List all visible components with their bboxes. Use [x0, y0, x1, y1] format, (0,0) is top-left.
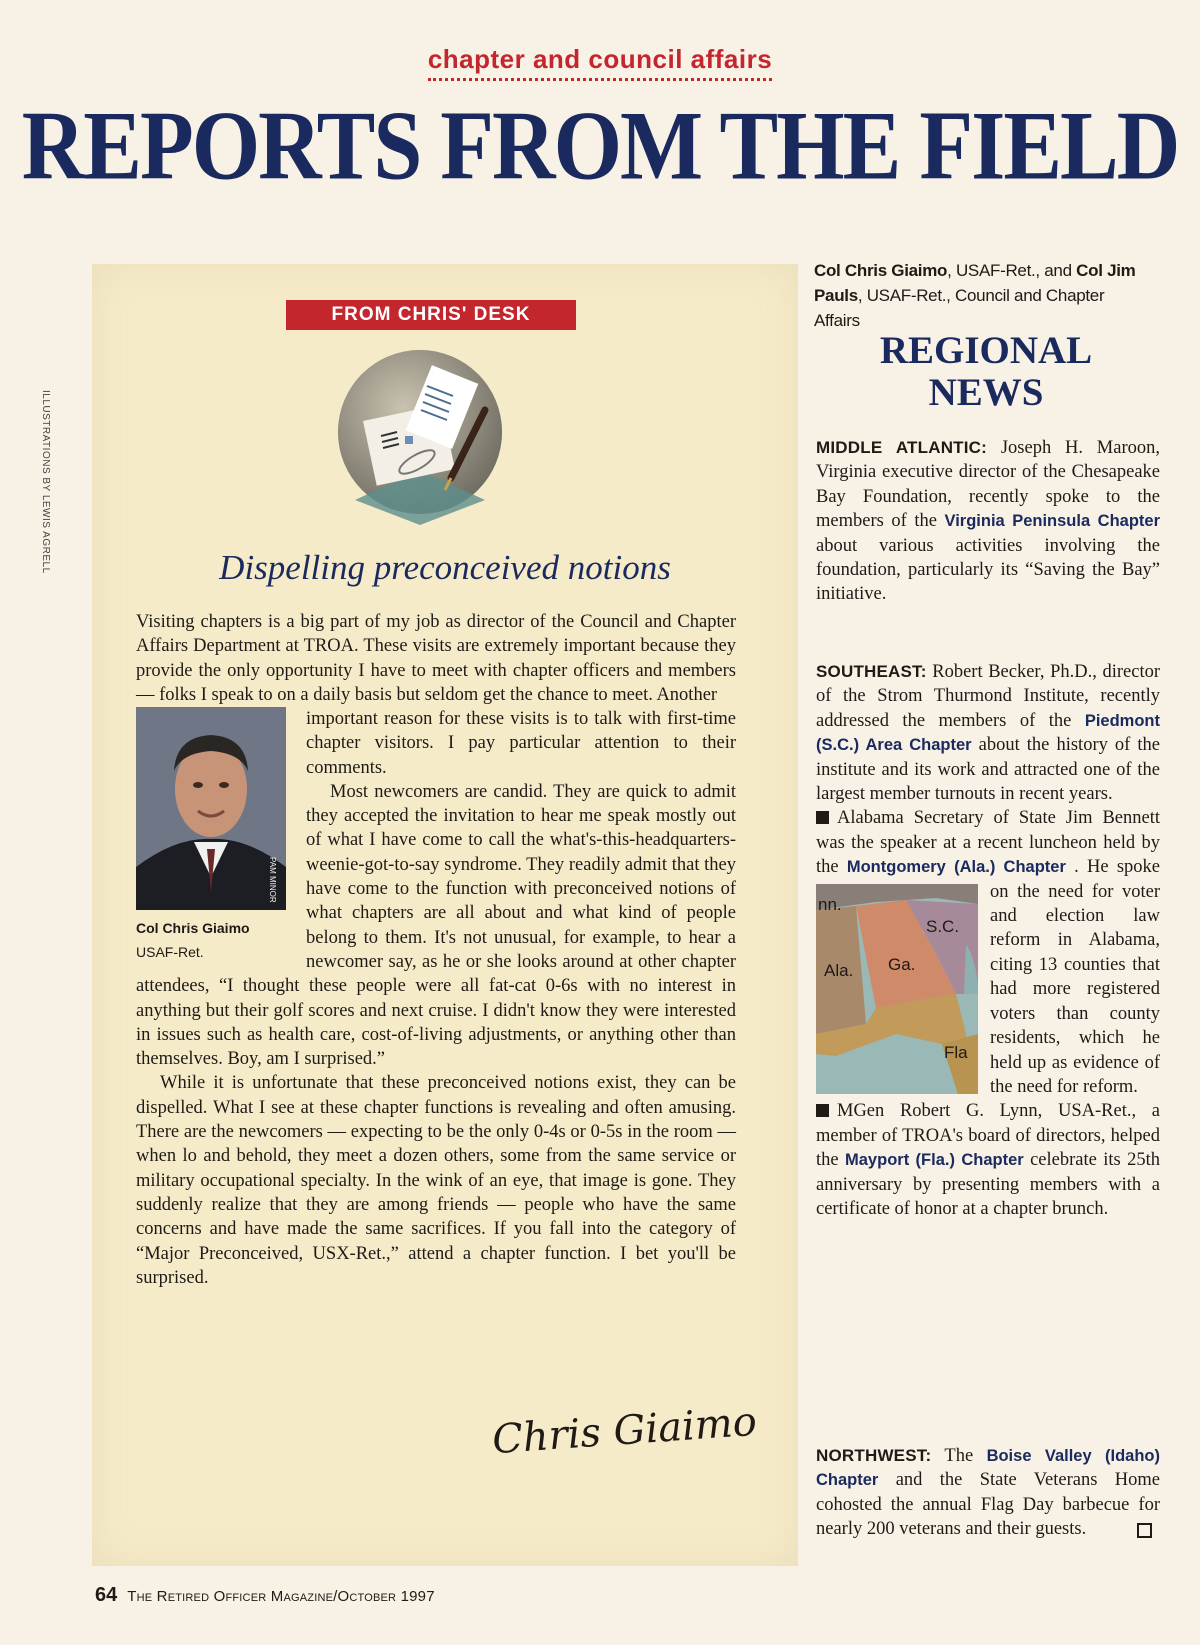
photo-caption-rank: USAF-Ret. [136, 944, 204, 961]
middle-atlantic-report [816, 436, 1160, 607]
map-label-ala: Ala. [824, 961, 854, 981]
illustration-credit: ILLUSTRATIONS BY LEWIS AGRELL [40, 390, 51, 574]
chapter-name: Piedmont (S.C.) Area Chapter [816, 711, 1160, 755]
magazine-name: The Retired Officer Magazine/October 1997 [127, 1588, 435, 1605]
report-text: about various activities involving the foundation, particularly its “Saving the Bay” initiative. [816, 535, 1160, 605]
report-text: Alabama Secretary of State Jim Bennett was the speaker at a recent luncheon held by the [816, 808, 1160, 878]
photo-credit: PAM MINOR [268, 857, 277, 903]
section-kicker-text: chapter and council affairs [428, 44, 772, 81]
chapter-name: Montgomery (Ala.) Chapter [846, 858, 1066, 877]
article-paragraph-1b: important reason for these visits is to talk with first-time chapter visitors. I pay particular attention to their comments. [306, 709, 736, 778]
chris-desk-panel [92, 264, 798, 1566]
author-photo-block [136, 707, 296, 967]
southeast-report [816, 660, 1160, 1221]
bullet-square-icon [816, 1104, 829, 1117]
article-paragraph-3: While it is unfortunate that these preconceived notions exist, they can be dispelled. What I see at these chapter functions is revealing and often amusing. There are the newcomers — expecting to be the only 0-4s or 0-5s in the room — when lo and behold, they meet a dozen others, some from the same service or military occupational specialty. In the wink of an eye, that image is gone. They suddenly realize that they are among friends — people who have the same concerns and have made the same sacrifices. If you fall into the category of “Major Preconceived, USX-Ret.,” attend a chapter function. I bet you'll be surprised. [136, 1073, 736, 1288]
chapter-name: Boise Valley (Idaho) Chapter [816, 1447, 1160, 1490]
report-text: celebrate its 25th anniversary by presenting members with a certificate of honor at a chapter brunch. [816, 1150, 1160, 1219]
byline [814, 258, 1144, 333]
section-kicker [0, 44, 1200, 75]
byline-name-1: Col Chris Giaimo [814, 261, 948, 280]
map-label-sc: S.C. [926, 917, 960, 937]
article-body [136, 707, 736, 1290]
report-text: . He spoke on the need for voter and election law reform in Alabama, citing 13 counties that had more registered voters than county residents, which he held up as evidence of the need for reform. [990, 857, 1161, 1097]
regional-title-line-2: NEWS [928, 371, 1044, 414]
page-headline: REPORTS FROM THE FIELD [21, 92, 1179, 202]
byline-name-2: Col Jim Pauls [814, 261, 1136, 305]
report-text: Joseph H. Maroon, Virginia executive director of the Chesapeake Bay Foundation, recently spoke to the members of the [816, 438, 1160, 532]
byline-tail: , USAF-Ret., Council and Chapter Affairs [814, 286, 1105, 330]
report-text: about the history of the institute and its work and attracted one of the largest member turnouts in recent years. [816, 735, 1161, 805]
northwest-report [816, 1444, 1160, 1542]
region-label-northwest: NORTHWEST: [816, 1446, 932, 1465]
author-signature: Chris Giaimo [490, 1398, 759, 1464]
article-paragraph-1: Visiting chapters is a big part of my job as director of the Council and Chapter Affairs Department at TROA. These visits are extremely important because they provide the only opportunity I have to meet with chapter officers and members — folks I speak to on a daily basis but seldom get the chance to meet. Another [136, 612, 736, 705]
report-text: MGen Robert G. Lynn, USA-Ret., a member of TROA's board of directors, helped the [816, 1101, 1160, 1171]
desk-badge: FROM CHRIS' DESK [286, 300, 576, 330]
report-text: The [931, 1446, 987, 1466]
page-number: 64 [95, 1584, 118, 1606]
chapter-name: Mayport (Fla.) Chapter [845, 1151, 1024, 1170]
letters-pen-illustration [335, 350, 535, 530]
map-labels [816, 891, 978, 1101]
byline-mid: , USAF-Ret., and [947, 261, 1077, 280]
article-title: Dispelling preconceived notions [219, 548, 671, 587]
page-footer [95, 1584, 435, 1607]
regional-news-title [814, 330, 1158, 414]
bullet-square-icon [816, 811, 829, 824]
region-label-southeast: SOUTHEAST: [816, 662, 927, 681]
end-mark-icon [1137, 1523, 1152, 1538]
southeast-map [816, 884, 978, 1094]
regional-title-line-1: REGIONAL [879, 329, 1093, 372]
map-label-tenn: nn. [818, 895, 842, 915]
alabama-item [816, 806, 1160, 1099]
report-text: Robert Becker, Ph.D., director of the Strom Thurmond Institute, recently addressed the members of the [816, 662, 1160, 731]
region-label-middle-atlantic: MIDDLE ATLANTIC: [816, 438, 988, 457]
map-label-ga: Ga. [888, 955, 916, 975]
report-text: and the State Veterans Home cohosted the annual Flag Day barbecue for nearly 200 veterans and their guests. [816, 1470, 1160, 1540]
map-label-fla: Fla [944, 1043, 968, 1063]
lynn-item [816, 1099, 1160, 1221]
photo-caption-name: Col Chris Giaimo [136, 920, 250, 936]
author-photo [136, 707, 286, 910]
chapter-name: Virginia Peninsula Chapter [944, 512, 1161, 531]
article-paragraph-2: Most newcomers are candid. They are quick to admit they accepted the invitation to hear me speak mostly out of what I have come to call the what's-this-headquarters-weenie-got-to-say syndrome. They readily admit that they have come to the function with preconceived notions of what chapters are all about and what kind of people belong to them. It's not unusual, for example, to hear a newcomer say, as he or she looks around at other chapter attendees, “I thought these people were all fat-cat 0-6s with no interest in anything but their golf scores and next cruise. I didn't know they were interested in issues such as health care, cost-of-living adjustments, or anything other than themselves. Boy, am I surprised.” [136, 781, 736, 1070]
